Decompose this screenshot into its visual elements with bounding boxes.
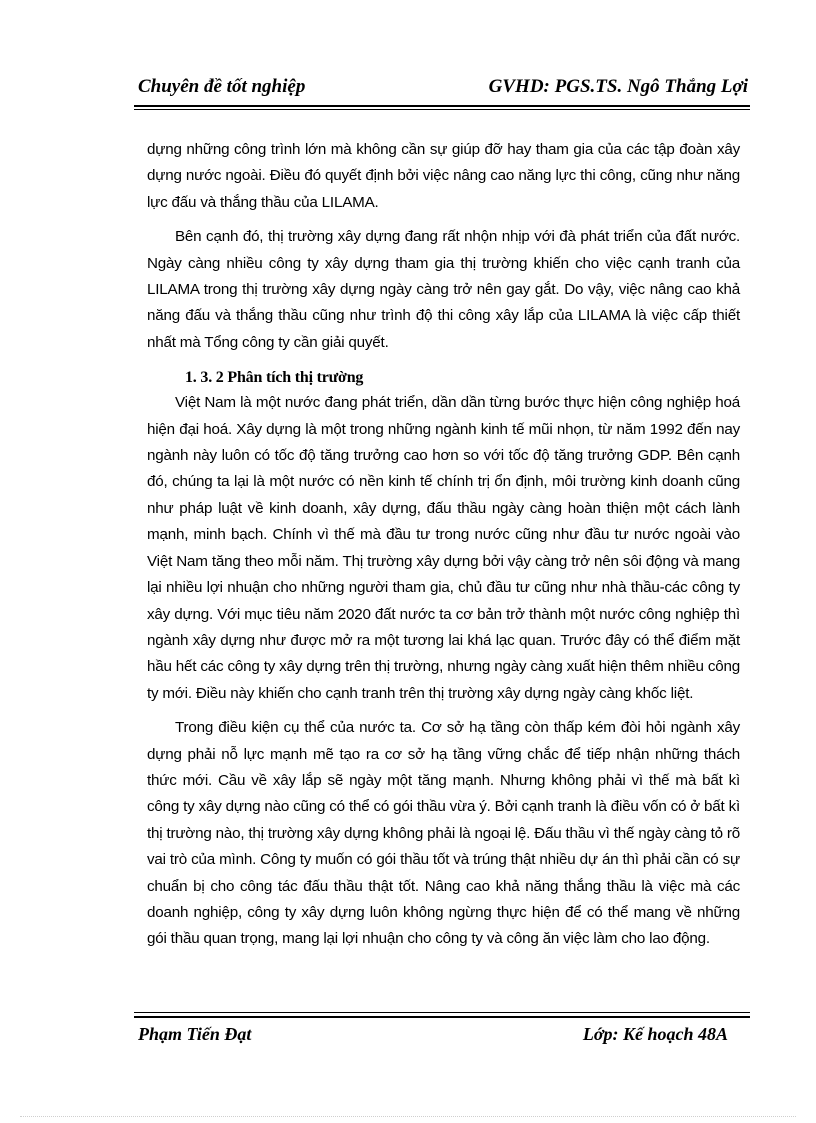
paragraph-continued: dựng những công trình lớn mà không cần sự giúp đỡ hay tham gia của các tập đoàn xây dựng nước ngoài. Điều đó quyết định bởi việc nâng cao năng lực thi công, cũng như năng lực đấu và thắng thầu của LILAMA.	[147, 141, 740, 211]
section-heading: 1. 3. 2 Phân tích thị trường	[185, 369, 364, 387]
document-body	[147, 137, 740, 953]
header-rule-thick	[134, 105, 750, 107]
header-supervisor: GVHD: PGS.TS. Ngô Thắng Lợi	[488, 76, 748, 97]
footer-class: Lớp: Kế hoạch 48A	[582, 1024, 728, 1044]
header-document-type: Chuyên đề tốt nghiệp	[138, 76, 306, 97]
footer-author: Phạm Tiến Đạt	[138, 1024, 252, 1044]
footer-rule-thin	[134, 1012, 750, 1013]
header-rule-thin	[134, 109, 750, 110]
page-header	[138, 74, 748, 104]
paragraph-conditions: Trong điều kiện cụ thể của nước ta. Cơ sở hạ tầng còn thấp kém đòi hỏi ngành xây dựng phải nỗ lực mạnh mẽ tạo ra cơ sở hạ tầng vững chắc để tiếp nhận những thách thức mới. Cầu về xây lắp sẽ ngày một tăng mạnh. Nhưng không phải vì thế mà bất kì công ty xây dựng nào cũng có thể có gói thầu vừa ý. Bởi cạnh tranh là điều vốn có ở bất kì thị trường nào, thị trường xây dựng không phải là ngoại lệ. Đấu thầu vì thế ngày càng tỏ rõ vai trò của mình. Công ty muốn có gói thầu tốt và trúng thật nhiều dự án thì phải cần có sự chuẩn bị cho công tác đấu thầu thật tốt. Nâng cao khả năng thắng thầu là việc mà các doanh nghiệp, công ty xây dựng luôn không ngừng thực hiện để có thể mang về những gói thầu quan trọng, mang lại lợi nhuận cho công ty và công ăn việc làm cho lao động.	[147, 719, 740, 948]
paragraph-market-analysis: Việt Nam là một nước đang phát triển, dần dần từng bước thực hiện công nghiệp hoá hiện đại hoá. Xây dựng là một trong những ngành kinh tế mũi nhọn, từ năm 1992 đến nay ngành này luôn có tốc độ tăng trưởng cao hơn so với tốc độ tăng trưởng GDP. Bên cạnh đó, chúng ta lại là một nước có nền kinh tế chính trị ổn định, môi trường kinh doanh cũng như pháp luật về kinh doanh, xây dựng, đấu thầu ngày càng hoàn thiện một cách lành mạnh, minh bạch. Chính vì thế mà đầu tư trong nước cũng như đầu tư nước ngoài vào Việt Nam tăng theo mỗi năm. Thị trường xây dựng bởi vậy càng trở nên sôi động và mang lại nhiều lợi nhuận cho những người tham gia, chủ đầu tư cũng như nhà thầu-các công ty xây dựng. Với mục tiêu năm 2020 đất nước ta cơ bản trở thành một nước công nghiệp thì ngành xây dựng như được mở ra một tương lai khá lạc quan. Trước đây có thể điểm mặt hầu hết các công ty xây dựng trên thị trường, nhưng ngày càng xuất hiện thêm nhiều công ty mới. Điều này khiến cho cạnh tranh trên thị trường xây dựng ngày càng khốc liệt.	[147, 394, 740, 702]
page-boundary	[20, 1116, 796, 1117]
paragraph-competition: Bên cạnh đó, thị trường xây dựng đang rất nhộn nhịp với đà phát triển của đất nước. Ngày càng nhiều công ty xây dựng tham gia thị trường khiến cho việc cạnh tranh của LILAMA trong thị trường xây dựng ngày càng trở nên gay gắt. Do vậy, việc nâng cao khả năng đấu và thắng thầu cũng như trình độ thi công xây lắp của LILAMA là việc cấp thiết nhất mà Tổng công ty cần giải quyết.	[147, 228, 740, 351]
page-footer	[138, 1022, 728, 1052]
footer-rule-thick	[134, 1016, 750, 1018]
